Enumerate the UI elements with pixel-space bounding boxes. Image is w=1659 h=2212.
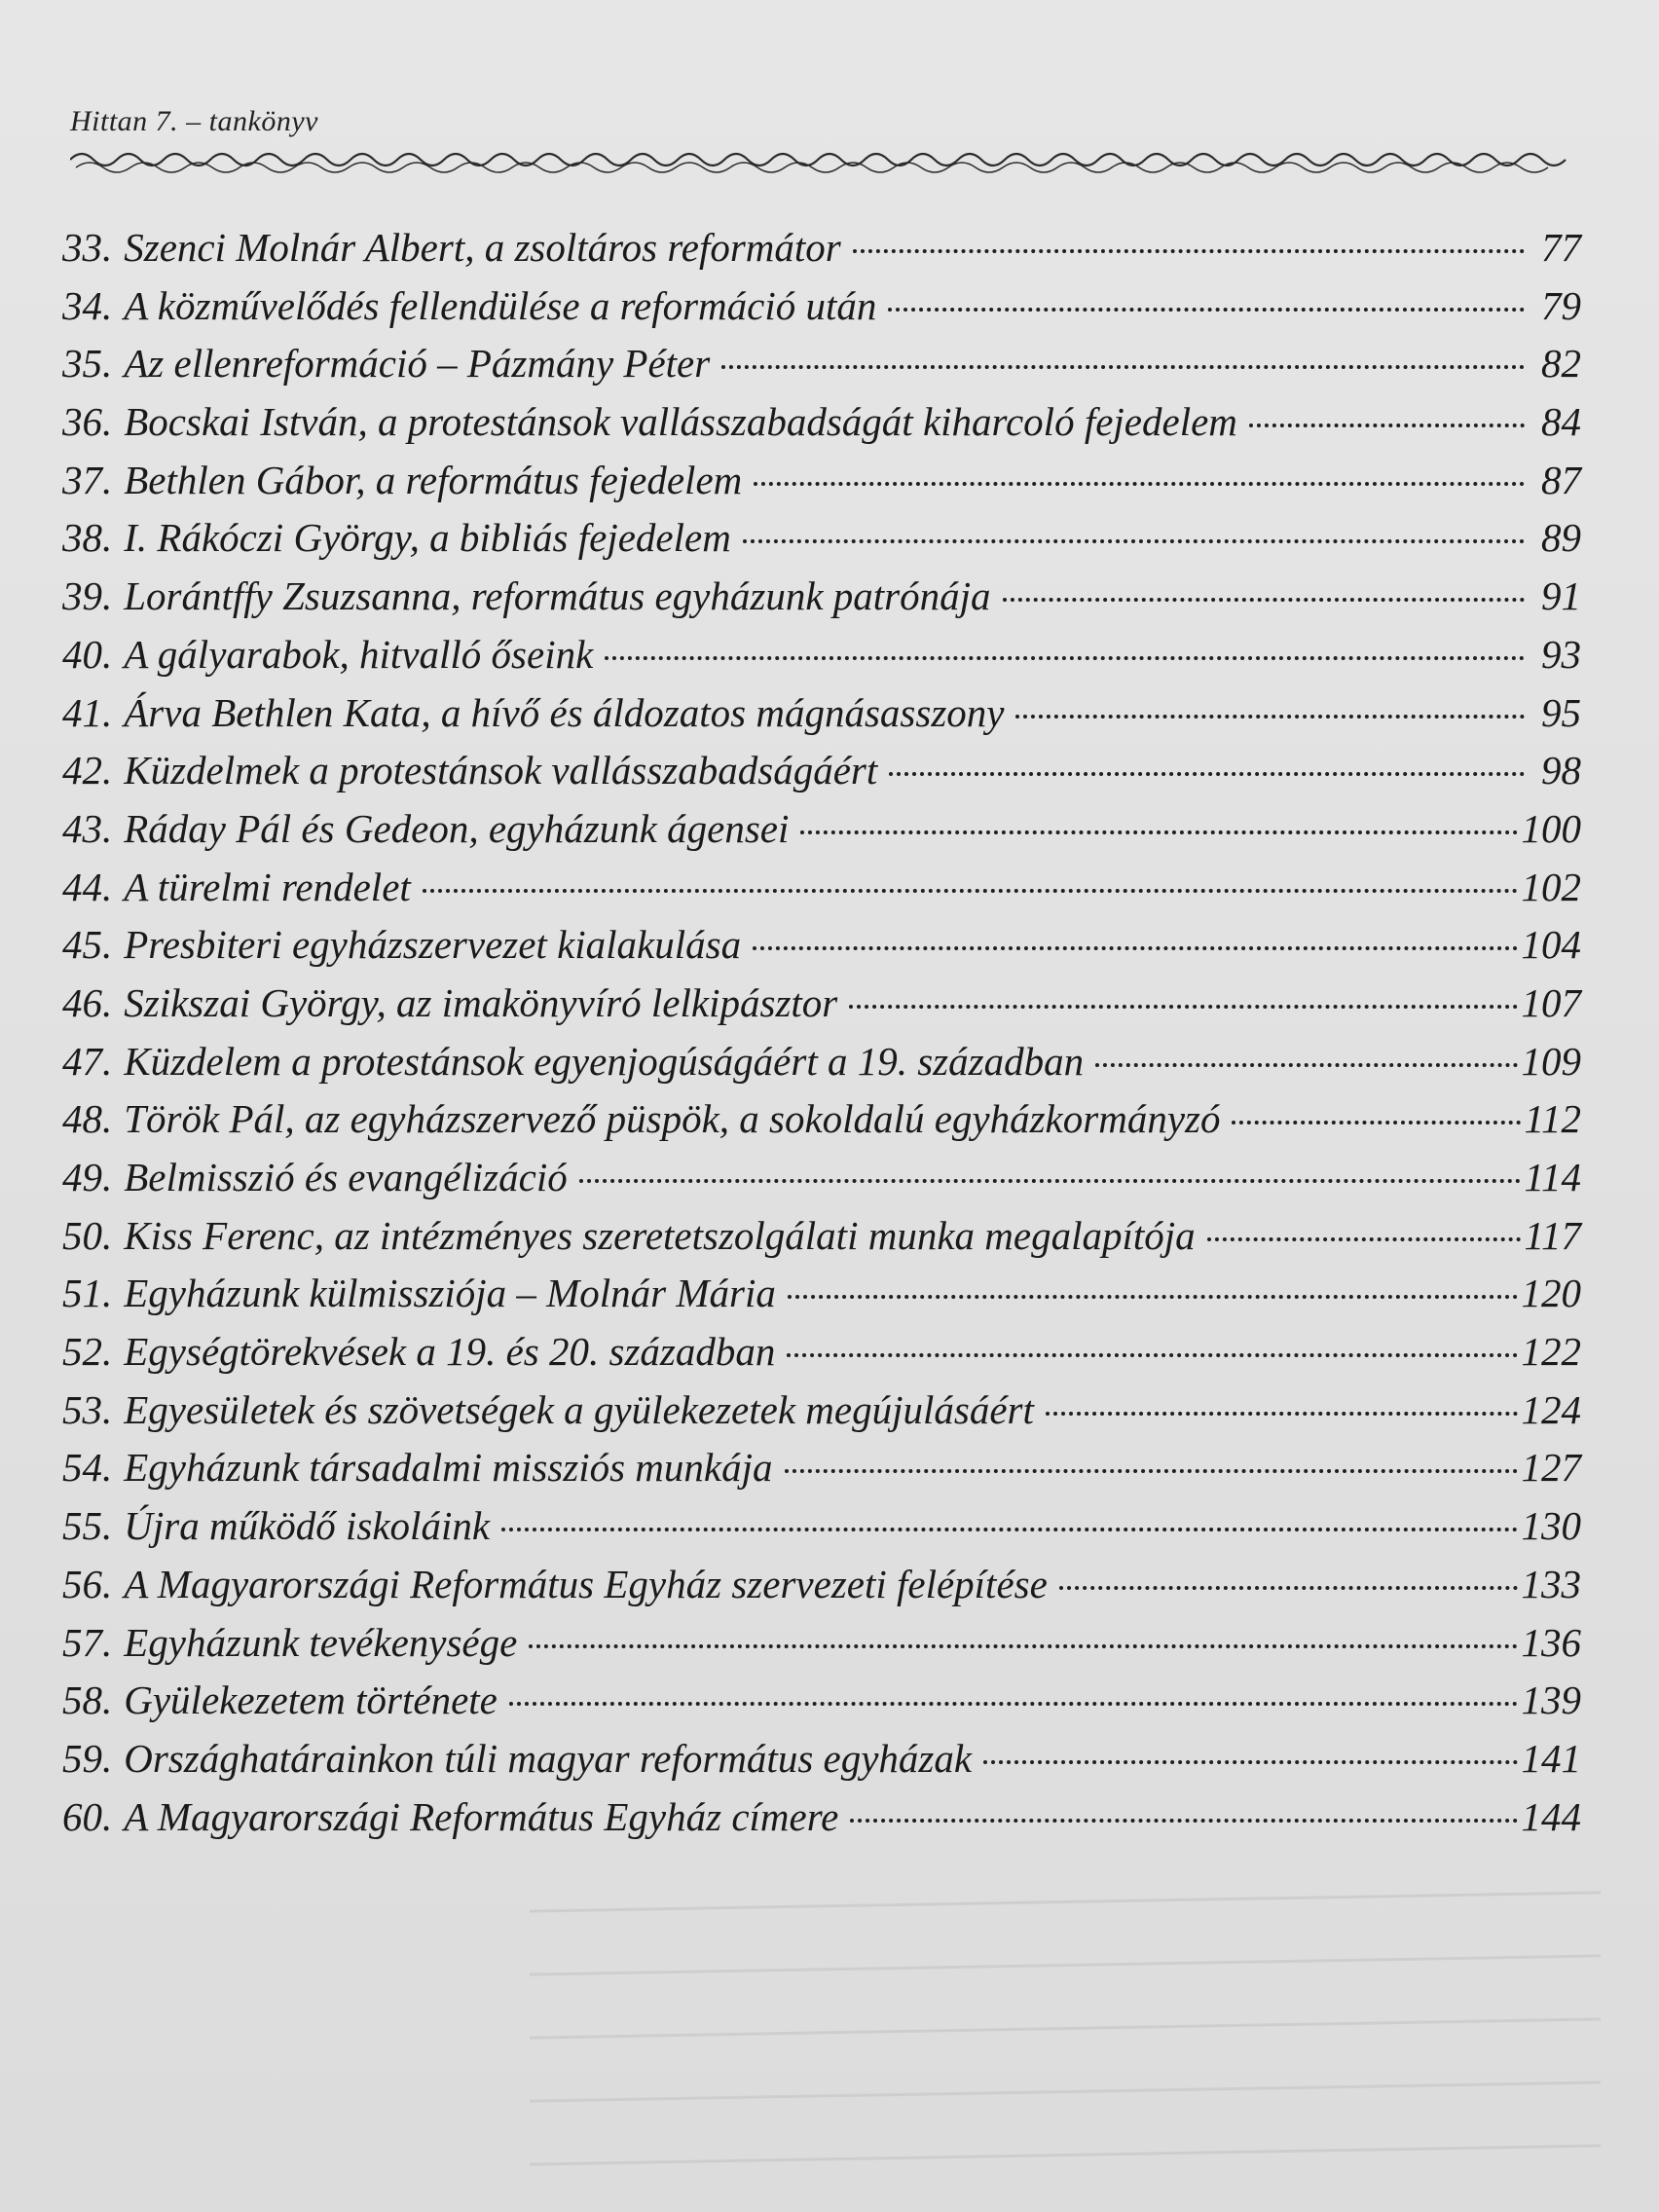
dot-leader bbox=[1003, 598, 1525, 602]
toc-entry bbox=[62, 568, 1581, 626]
dot-leader bbox=[501, 1528, 1517, 1531]
toc-entry bbox=[62, 452, 1581, 510]
toc-entry bbox=[62, 509, 1581, 568]
toc-entry-number: 54. bbox=[62, 1445, 113, 1491]
toc-entry-number: 53. bbox=[62, 1386, 113, 1432]
dot-leader bbox=[743, 539, 1525, 543]
toc-entry bbox=[62, 626, 1581, 684]
dot-leader bbox=[1249, 424, 1525, 427]
toc-entry-title: Árva Bethlen Kata, a hívő és áldozatos mágnásasszony bbox=[124, 689, 1005, 735]
table-of-contents bbox=[62, 219, 1581, 1846]
toc-entry-title: Szikszai György, az imakönyvíró lelkipásztor bbox=[124, 979, 838, 1025]
dot-leader bbox=[509, 1702, 1518, 1706]
toc-entry-title: Belmisszió és evangélizáció bbox=[124, 1155, 568, 1199]
toc-entry-page: 144 bbox=[1521, 1793, 1581, 1839]
toc-entry-number: 52. bbox=[62, 1329, 113, 1375]
dot-leader bbox=[889, 772, 1525, 776]
dot-leader bbox=[423, 889, 1518, 893]
toc-entry-title: A közművelődés fellendülése a reformáció után bbox=[124, 282, 877, 328]
toc-entry-title: Országhatárainkon túli magyar református egyházak bbox=[124, 1735, 973, 1781]
toc-entry-title: Egységtörekvések a 19. és 20. században bbox=[124, 1329, 776, 1375]
toc-entry bbox=[62, 1382, 1581, 1440]
toc-entry-number: 36. bbox=[62, 399, 113, 445]
dot-leader bbox=[849, 1005, 1517, 1009]
dot-leader bbox=[605, 656, 1525, 660]
toc-entry-title: Egyházunk tevékenysége bbox=[124, 1619, 518, 1665]
toc-entry-number: 35. bbox=[62, 341, 113, 387]
toc-entry-page: 109 bbox=[1521, 1038, 1581, 1084]
toc-entry-title: A gályarabok, hitvalló őseink bbox=[124, 631, 594, 677]
toc-entry-number: 39. bbox=[62, 573, 113, 619]
toc-entry-page: 114 bbox=[1524, 1155, 1581, 1199]
toc-entry-number: 55. bbox=[62, 1503, 113, 1549]
toc-entry bbox=[62, 742, 1581, 800]
toc-entry bbox=[62, 1090, 1581, 1149]
toc-entry-page: 100 bbox=[1521, 805, 1581, 851]
toc-entry-page: 79 bbox=[1541, 282, 1581, 328]
toc-entry-title: Gyülekezetem története bbox=[124, 1677, 498, 1723]
toc-entry bbox=[62, 1730, 1581, 1788]
toc-entry bbox=[62, 335, 1581, 393]
toc-entry-page: 77 bbox=[1541, 225, 1581, 270]
toc-entry-number: 57. bbox=[62, 1619, 113, 1665]
dot-leader bbox=[1046, 1412, 1518, 1416]
toc-entry-number: 45. bbox=[62, 922, 113, 968]
toc-entry-title: Szenci Molnár Albert, a zsoltáros reformátor bbox=[124, 225, 841, 270]
toc-entry bbox=[62, 684, 1581, 743]
toc-entry-title: Lorántffy Zsuzsanna, református egyházunk patrónája bbox=[124, 573, 991, 619]
toc-entry-number: 41. bbox=[62, 689, 113, 735]
toc-entry bbox=[62, 277, 1581, 336]
dot-leader bbox=[754, 482, 1525, 486]
toc-entry-page: 107 bbox=[1521, 979, 1581, 1025]
toc-entry-title: A Magyarországi Református Egyház szervezeti felépítése bbox=[124, 1561, 1048, 1606]
toc-entry-page: 136 bbox=[1521, 1619, 1581, 1665]
toc-entry-title: Ráday Pál és Gedeon, egyházunk ágensei bbox=[124, 805, 790, 851]
toc-entry-number: 51. bbox=[62, 1271, 113, 1316]
toc-entry bbox=[62, 1614, 1581, 1673]
dot-leader bbox=[983, 1760, 1517, 1764]
toc-entry bbox=[62, 1033, 1581, 1091]
toc-entry-page: 93 bbox=[1541, 631, 1581, 677]
toc-entry-number: 44. bbox=[62, 864, 113, 909]
toc-entry-page: 112 bbox=[1524, 1096, 1581, 1142]
toc-entry-title: Küzdelem a protestánsok egyenjogúságáért a 19. században bbox=[124, 1038, 1085, 1084]
toc-entry-title: Egyházunk társadalmi missziós munkája bbox=[124, 1445, 773, 1491]
toc-entry-title: Küzdelmek a protestánsok vallásszabadságáért bbox=[124, 748, 878, 793]
toc-entry bbox=[62, 1207, 1581, 1266]
toc-entry bbox=[62, 1672, 1581, 1730]
show-through-text bbox=[530, 1850, 1601, 2171]
toc-entry-page: 89 bbox=[1541, 515, 1581, 561]
toc-entry-title: Török Pál, az egyházszervező püspök, a sokoldalú egyházkormányzó bbox=[124, 1096, 1221, 1142]
toc-entry bbox=[62, 1556, 1581, 1614]
dot-leader bbox=[1207, 1237, 1521, 1241]
toc-entry-page: 104 bbox=[1521, 922, 1581, 968]
toc-entry-title: Bethlen Gábor, a református fejedelem bbox=[124, 457, 743, 502]
toc-entry-number: 49. bbox=[62, 1155, 113, 1199]
toc-entry-page: 102 bbox=[1521, 864, 1581, 909]
toc-entry bbox=[62, 916, 1581, 975]
toc-entry-number: 50. bbox=[62, 1212, 113, 1258]
toc-entry-page: 84 bbox=[1541, 399, 1581, 445]
toc-entry-page: 127 bbox=[1521, 1445, 1581, 1491]
toc-entry-page: 95 bbox=[1541, 689, 1581, 735]
toc-entry-page: 133 bbox=[1521, 1561, 1581, 1606]
toc-entry-page: 98 bbox=[1541, 748, 1581, 793]
toc-entry bbox=[62, 800, 1581, 859]
toc-entry-page: 117 bbox=[1524, 1212, 1581, 1258]
toc-entry-number: 59. bbox=[62, 1735, 113, 1781]
dot-leader bbox=[850, 1819, 1517, 1823]
wave-ornament bbox=[70, 138, 1569, 177]
toc-entry-page: 87 bbox=[1541, 457, 1581, 502]
toc-entry bbox=[62, 219, 1581, 277]
toc-entry-title: Újra működő iskoláink bbox=[124, 1503, 491, 1549]
toc-entry bbox=[62, 1149, 1581, 1207]
toc-entry-title: Az ellenreformáció – Pázmány Péter bbox=[124, 341, 711, 387]
toc-entry-page: 120 bbox=[1521, 1271, 1581, 1316]
dot-leader bbox=[753, 946, 1517, 950]
toc-entry-title: Egyházunk külmissziója – Molnár Mária bbox=[124, 1271, 776, 1316]
toc-entry-title: A türelmi rendelet bbox=[124, 864, 411, 909]
running-header bbox=[70, 105, 1569, 183]
toc-entry bbox=[62, 393, 1581, 452]
toc-entry-number: 43. bbox=[62, 805, 113, 851]
toc-entry-page: 130 bbox=[1521, 1503, 1581, 1549]
dot-leader bbox=[785, 1469, 1518, 1473]
toc-entry-page: 91 bbox=[1541, 573, 1581, 619]
dot-leader bbox=[787, 1353, 1517, 1357]
toc-entry-page: 124 bbox=[1521, 1386, 1581, 1432]
toc-entry bbox=[62, 1497, 1581, 1556]
toc-entry-number: 42. bbox=[62, 748, 113, 793]
dot-leader bbox=[1015, 715, 1525, 719]
dot-leader bbox=[788, 1295, 1518, 1299]
toc-entry-title: I. Rákóczi György, a bibliás fejedelem bbox=[124, 515, 731, 561]
toc-entry-number: 40. bbox=[62, 631, 113, 677]
toc-entry-number: 34. bbox=[62, 282, 113, 328]
toc-entry-number: 58. bbox=[62, 1677, 113, 1723]
toc-entry-number: 60. bbox=[62, 1793, 113, 1839]
toc-entry-title: A Magyarországi Református Egyház címere bbox=[124, 1793, 839, 1839]
toc-entry-number: 38. bbox=[62, 515, 113, 561]
toc-entry bbox=[62, 975, 1581, 1033]
dot-leader bbox=[1059, 1586, 1518, 1590]
dot-leader bbox=[800, 830, 1517, 834]
toc-entry bbox=[62, 1323, 1581, 1382]
toc-entry-number: 37. bbox=[62, 457, 113, 502]
toc-entry-page: 82 bbox=[1541, 341, 1581, 387]
toc-entry bbox=[62, 1265, 1581, 1323]
dot-leader bbox=[721, 365, 1525, 369]
dot-leader bbox=[888, 308, 1525, 312]
toc-entry-page: 141 bbox=[1521, 1735, 1581, 1781]
toc-entry-number: 46. bbox=[62, 979, 113, 1025]
toc-entry bbox=[62, 859, 1581, 917]
dot-leader bbox=[579, 1179, 1521, 1183]
toc-entry-number: 47. bbox=[62, 1038, 113, 1084]
toc-entry-number: 33. bbox=[62, 225, 113, 270]
dot-leader bbox=[529, 1644, 1517, 1648]
dot-leader bbox=[1095, 1063, 1517, 1067]
header-title: Hittan 7. – tankönyv bbox=[70, 105, 318, 137]
toc-entry bbox=[62, 1788, 1581, 1847]
dot-leader bbox=[853, 249, 1525, 253]
toc-entry-page: 139 bbox=[1521, 1677, 1581, 1723]
dot-leader bbox=[1232, 1121, 1520, 1124]
toc-entry-number: 56. bbox=[62, 1561, 113, 1606]
toc-entry-title: Kiss Ferenc, az intézményes szeretetszolgálati munka megalapítója bbox=[124, 1212, 1196, 1258]
toc-entry bbox=[62, 1439, 1581, 1497]
toc-entry-page: 122 bbox=[1521, 1329, 1581, 1375]
toc-entry-title: Presbiteri egyházszervezet kialakulása bbox=[124, 922, 742, 968]
toc-entry-number: 48. bbox=[62, 1096, 113, 1142]
toc-entry-title: Egyesületek és szövetségek a gyülekezetek megújulásáért bbox=[124, 1386, 1034, 1432]
toc-entry-title: Bocskai István, a protestánsok vallásszabadságát kiharcoló fejedelem bbox=[124, 399, 1237, 445]
